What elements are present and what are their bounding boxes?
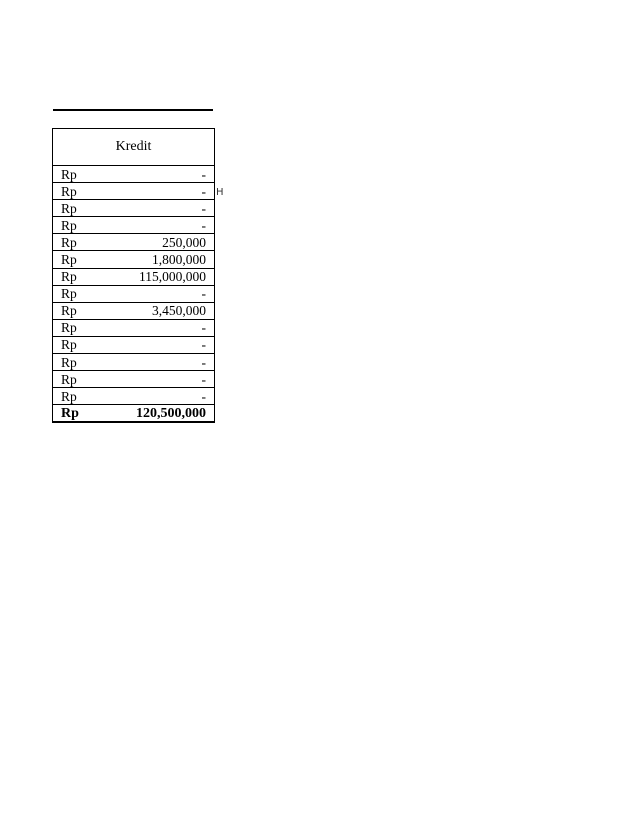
side-column-mark: H [216, 187, 224, 198]
amount-value: - [201, 217, 206, 233]
currency-label: Rp [61, 200, 77, 216]
total-currency-label: Rp [61, 405, 79, 421]
amount-value: - [201, 337, 206, 353]
table-row [53, 251, 214, 268]
table-row [53, 166, 214, 183]
amount-value: - [201, 286, 206, 302]
table-row [53, 303, 214, 320]
currency-label: Rp [61, 337, 77, 353]
currency-label: Rp [61, 252, 77, 268]
amount-value: - [201, 371, 206, 387]
total-row [53, 405, 214, 423]
amount-value: 1,800,000 [152, 252, 206, 268]
table-row [53, 320, 214, 337]
currency-label: Rp [61, 217, 77, 233]
amount-value: - [201, 354, 206, 370]
table-row [53, 269, 214, 286]
kredit-table [52, 128, 215, 423]
table-row [53, 234, 214, 251]
amount-value: - [201, 166, 206, 182]
column-header-kredit: Kredit [53, 129, 214, 166]
currency-label: Rp [61, 234, 77, 250]
total-amount-value: 120,500,000 [136, 405, 206, 421]
table-row [53, 217, 214, 234]
currency-label: Rp [61, 286, 77, 302]
table-row [53, 183, 214, 200]
currency-label: Rp [61, 320, 77, 336]
amount-value: - [201, 388, 206, 404]
table-row [53, 337, 214, 354]
amount-value: - [201, 183, 206, 199]
table-row [53, 388, 214, 405]
currency-label: Rp [61, 303, 77, 319]
currency-label: Rp [61, 388, 77, 404]
table-row [53, 354, 214, 371]
table-row [53, 200, 214, 217]
top-rule [53, 109, 213, 111]
table-row [53, 286, 214, 303]
amount-value: 250,000 [162, 234, 206, 250]
table-row [53, 371, 214, 388]
amount-value: 115,000,000 [139, 269, 206, 285]
amount-value: 3,450,000 [152, 303, 206, 319]
currency-label: Rp [61, 354, 77, 370]
currency-label: Rp [61, 183, 77, 199]
currency-label: Rp [61, 166, 77, 182]
currency-label: Rp [61, 371, 77, 387]
currency-label: Rp [61, 269, 77, 285]
amount-value: - [201, 320, 206, 336]
amount-value: - [201, 200, 206, 216]
